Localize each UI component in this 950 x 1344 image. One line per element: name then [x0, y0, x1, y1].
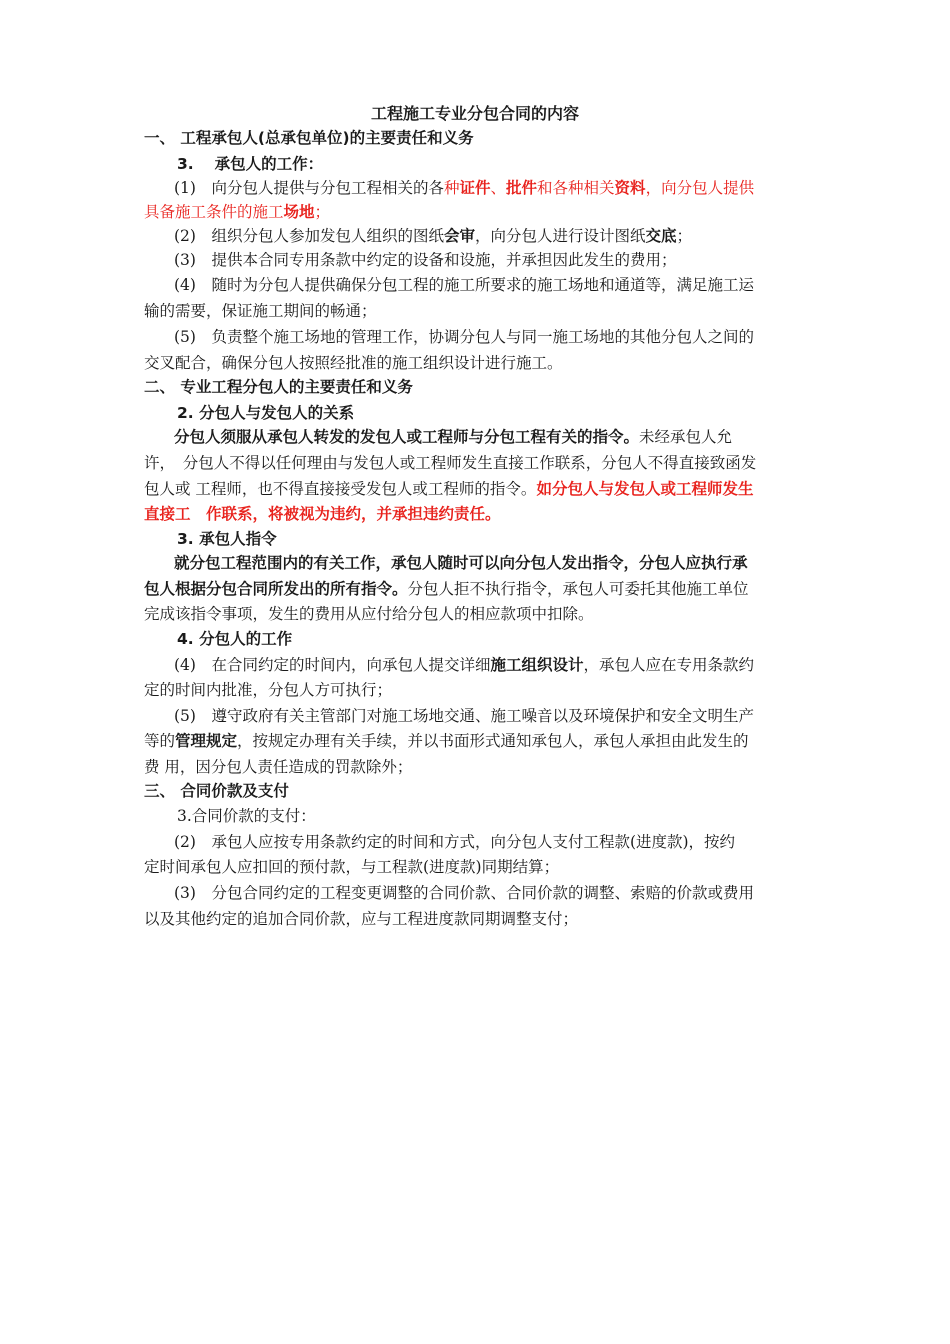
s1-item-5-line-2: 交叉配合，确保分包人按照经批准的施工组织设计进行施工。: [144, 354, 563, 372]
section-2-sub-2: 2. 分包人与发包人的关系: [177, 404, 355, 422]
s2-item-4-text-c: ，承包人应在专用条款约: [583, 656, 754, 674]
s1-item-1-red-5: 和各种相关: [537, 179, 615, 197]
s3-item-3-line-2: 以及其他约定的追加合同价款，应与工程进度款同期调整支付；: [144, 910, 579, 928]
s1-item-1-red-6: 资料: [614, 179, 646, 197]
section-3-heading: 三、 合同价款及支付: [144, 782, 289, 800]
s2-item-5-line-3: 费 用，因分包人责任造成的罚款除外；: [144, 758, 413, 776]
s2-para-1-text: 未经承包人允: [639, 428, 733, 446]
s3-item-3-line-1: (3) 分包合同约定的工程变更调整的合同价款、合同价款的调整、索赔的价款或费用: [174, 884, 754, 902]
s2-para-1-line-3: [144, 476, 824, 502]
s1-item-1-line-1: [174, 175, 854, 201]
s1-item-2-bold-b: 会审: [443, 227, 475, 245]
s2-para-2-line-1: 就分包工程范围内的有关工作，承包人随时可以向分包人发出指令，分包人应执行承: [174, 554, 748, 572]
s3-item-2-line-2: 定时间承包人应扣回的预付款，与工程款(进度款)同期结算；: [144, 858, 560, 876]
s2-para-1-bold: 分包人须服从承包人转发的发包人或工程师与分包工程有关的指令。: [174, 428, 640, 446]
s2-para-2-line-2: [144, 576, 824, 602]
s1-item-1-red-2: 证件: [459, 179, 491, 197]
s1-item-1-red-4: 批件: [506, 179, 538, 197]
section-1-subheading: 3. 承包人的工作：: [177, 155, 324, 173]
s3-item-2-line-1: (2) 承包人应按专用条款约定的时间和方式，向分包人支付工程款(进度款)，按约: [174, 833, 736, 851]
s2-para-2-line-2-bold: 包人根据分包合同所发出的所有指令。: [144, 580, 408, 598]
s1-item-2-text-a: (2) 组织分包人参加发包人组织的图纸: [174, 227, 444, 245]
s1-item-1-red-7: ，向分包人提供: [645, 179, 755, 197]
section-1-heading: 一、 工程承包人(总承包单位)的主要责任和义务: [144, 129, 474, 147]
s2-item-5-text-c: ，按规定办理有关手续，并以书面形式通知承包人，承包人承担由此发生的: [237, 732, 749, 750]
s2-item-4-text-a: (4) 在合同约定的时间内，向承包人提交详细: [174, 656, 491, 674]
s1-item-1-text: (1) 向分包人提供与分包工程相关的各: [174, 179, 444, 197]
s2-para-1-line-1: [174, 424, 854, 450]
s1-item-1-red-10: ；: [314, 203, 331, 221]
s1-item-2-text-e: ；: [676, 227, 693, 245]
s1-item-4-line-1: (4) 随时为分包人提供确保分包工程的施工所要求的施工场地和通道等，满足施工运: [174, 276, 754, 294]
s2-item-5-line-2: [144, 728, 824, 754]
s1-item-1-red-3: 、: [490, 179, 507, 197]
section-2-sub-3: 3. 承包人指令: [177, 530, 277, 548]
s1-item-3: (3) 提供本合同专用条款中约定的设备和设施，并承担因此发生的费用；: [174, 251, 677, 269]
section-3-subheading: 3.合同价款的支付：: [177, 807, 316, 825]
s1-item-2-text-c: ，向分包人进行设计图纸: [474, 227, 646, 245]
s1-item-1-red-8: 具备施工条件的施工: [144, 203, 284, 221]
s2-para-1-line-3-text: 包人或 工程师，也不得直接接受发包人或工程师的指令。: [144, 480, 537, 498]
s1-item-2-bold-d: 交底: [645, 227, 677, 245]
document-title: 工程施工专业分包合同的内容: [370, 104, 579, 123]
s1-item-1-red-9: 场地: [283, 203, 315, 221]
section-2-sub-4: 4. 分包人的工作: [177, 630, 293, 648]
s2-item-5-line-1: (5) 遵守政府有关主管部门对施工场地交通、施工噪音以及环境保护和安全文明生产: [174, 707, 754, 725]
section-2-heading: 二、 专业工程分包人的主要责任和义务: [144, 378, 413, 396]
s2-para-2-line-2-text: 分包人拒不执行指令，承包人可委托其他施工单位: [407, 580, 749, 598]
s1-item-4-line-2: 输的需要，保证施工期间的畅通；: [144, 302, 377, 320]
s2-item-4-bold: 施工组织设计: [490, 656, 584, 674]
s2-para-2-line-3: 完成该指令事项，发生的费用从应付给分包人的相应款项中扣除。: [144, 605, 594, 623]
s1-item-5-line-1: (5) 负责整个施工场地的管理工作，协调分包人与同一施工场地的其他分包人之间的: [174, 328, 754, 346]
s2-item-5-bold: 管理规定: [175, 732, 238, 750]
s1-item-1-red-1: 种: [443, 179, 460, 197]
s1-item-1-line-2: [144, 199, 824, 225]
s2-item-4-line-2: 定的时间内批准，分包人方可执行；: [144, 681, 393, 699]
s2-para-1-line-2: 许， 分包人不得以任何理由与发包人或工程师发生直接工作联系，分包人不得直接致函发: [144, 454, 757, 472]
s1-item-2: [174, 223, 854, 249]
s2-item-4-line-1: [174, 652, 854, 678]
s2-para-1-line-4: 直接工 作联系，将被视为违约，并承担违约责任。: [144, 505, 501, 523]
s2-para-1-line-3-red: 如分包人与发包人或工程师发生: [536, 480, 754, 498]
s2-item-5-text-a: 等的: [144, 732, 176, 750]
